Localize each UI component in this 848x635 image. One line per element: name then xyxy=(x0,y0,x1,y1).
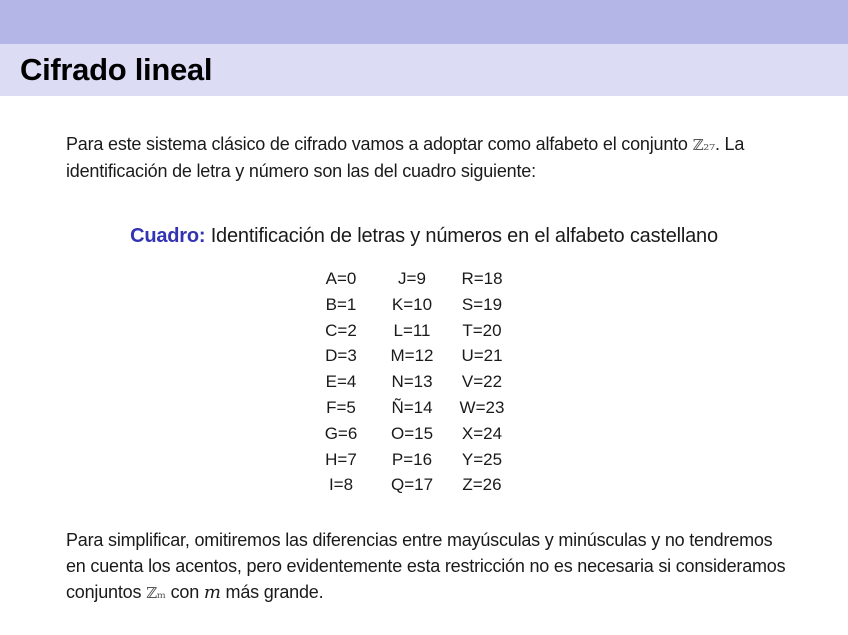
table-row xyxy=(312,472,510,498)
table-cell: G=6 xyxy=(324,423,358,443)
table-cell: B=1 xyxy=(325,294,357,314)
table-cell: Ñ=14 xyxy=(391,397,433,417)
table-row xyxy=(312,318,510,344)
table-cell: S=19 xyxy=(461,294,503,314)
intro-text-after: . La identificación de letra y número son las del cuadro siguiente: xyxy=(66,134,745,181)
table-cell: Y=25 xyxy=(461,449,503,469)
intro-paragraph xyxy=(66,131,796,184)
alphabet-table-body xyxy=(312,266,510,498)
closing-text-middle: con xyxy=(165,582,204,602)
table-cell: I=8 xyxy=(328,475,354,495)
caption-label: Cuadro: xyxy=(130,225,206,247)
table-cell: P=16 xyxy=(391,449,433,469)
table-row xyxy=(312,266,510,292)
caption-text: Identificación de letras y números en el alfabeto castellano xyxy=(205,225,718,247)
alphabet-table xyxy=(312,266,510,498)
table-cell: N=13 xyxy=(391,372,433,392)
table-row xyxy=(312,343,510,369)
table-row xyxy=(312,369,510,395)
closing-text-after: más grande. xyxy=(220,582,324,602)
table-cell: D=3 xyxy=(325,346,357,366)
table-cell: K=10 xyxy=(391,294,433,314)
table-cell: L=11 xyxy=(393,320,431,340)
table-cell: W=23 xyxy=(459,397,505,417)
table-cell: R=18 xyxy=(461,269,503,288)
table-cell: V=22 xyxy=(461,372,503,392)
closing-text-before: Para simplificar, omitiremos las diferencias entre mayúsculas y minúsculas y no tendremos en cuenta los acentos, pero evidentemente esta restricción no es necesaria si consideramos conjuntos xyxy=(66,530,786,602)
table-cell: U=21 xyxy=(461,346,503,366)
table-row xyxy=(312,421,510,447)
set-symbol-zm: ℤₘ xyxy=(146,584,166,602)
table-cell: Q=17 xyxy=(390,475,434,495)
variable-m: m xyxy=(203,582,221,603)
table-cell: Z=26 xyxy=(462,475,502,495)
table-cell: H=7 xyxy=(325,449,357,469)
table-caption xyxy=(0,225,848,248)
table-cell: A=0 xyxy=(325,269,357,288)
slide-title: Cifrado lineal xyxy=(20,52,213,87)
table-cell: E=4 xyxy=(325,372,357,392)
table-cell: O=15 xyxy=(390,423,434,443)
table-row xyxy=(312,395,510,421)
header-bar xyxy=(0,0,848,44)
table-row xyxy=(312,292,510,318)
set-symbol-z27: ℤ₂₇ xyxy=(692,136,715,154)
table-cell: J=9 xyxy=(398,269,426,288)
closing-paragraph xyxy=(66,527,796,606)
intro-text-before: Para este sistema clásico de cifrado vamos a adoptar como alfabeto el conjunto xyxy=(66,134,693,154)
table-cell: C=2 xyxy=(325,320,357,340)
table-cell: T=20 xyxy=(462,320,502,340)
table-row xyxy=(312,447,510,473)
table-cell: X=24 xyxy=(461,423,503,443)
table-cell: M=12 xyxy=(390,346,434,366)
table-cell: F=5 xyxy=(326,397,356,417)
